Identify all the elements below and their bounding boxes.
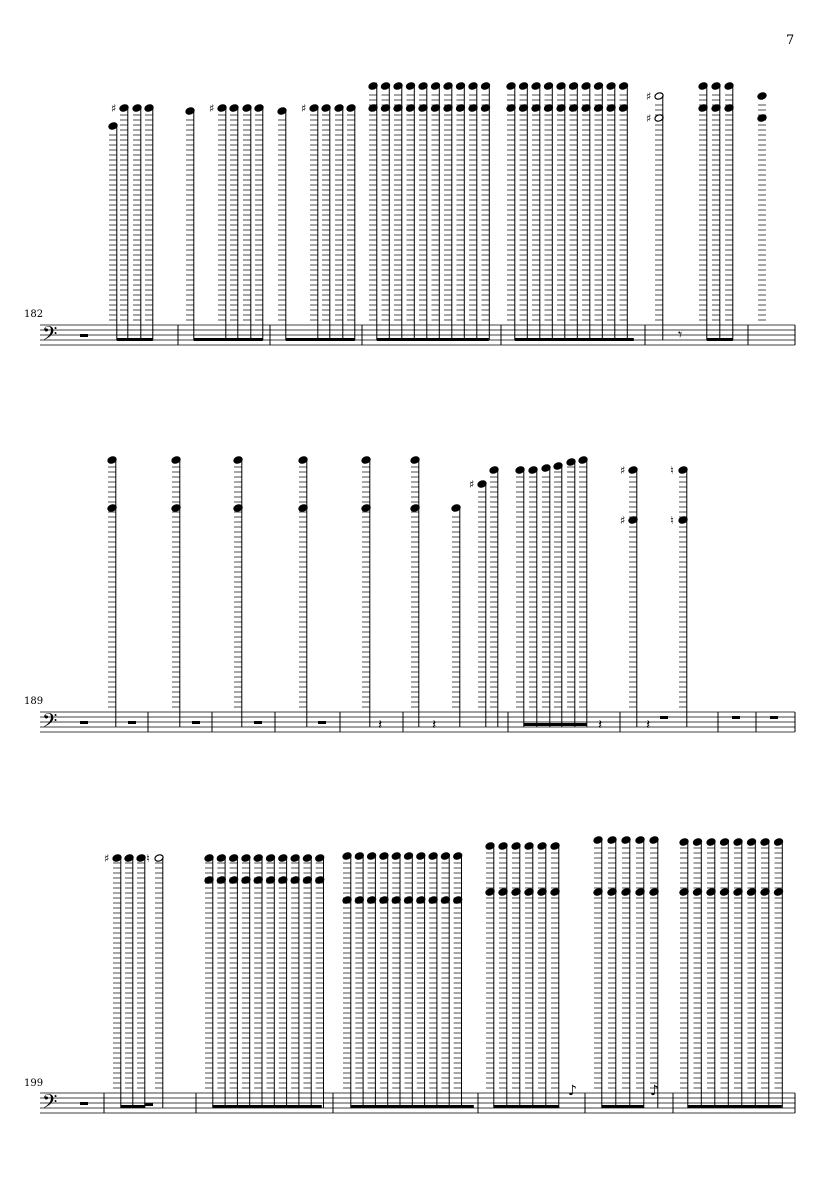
rest	[128, 721, 136, 724]
rest	[145, 1103, 153, 1106]
rest	[732, 716, 740, 719]
eighth-rest: 𝄾	[678, 325, 683, 344]
beam	[602, 1105, 644, 1108]
beam	[515, 338, 634, 341]
accidental: ♯	[620, 514, 626, 527]
quarter-rest: 𝄽	[432, 717, 437, 733]
beam	[494, 1105, 559, 1108]
eighth-flag: ♪	[568, 1083, 577, 1099]
accidental: ♯	[104, 852, 110, 865]
rest	[80, 1102, 88, 1105]
beam	[121, 1105, 145, 1108]
rest	[80, 334, 88, 337]
beam	[377, 338, 489, 341]
rest	[318, 721, 326, 724]
bass-clef: 𝄢	[42, 322, 58, 350]
accidental: ♯	[646, 90, 652, 103]
quarter-rest: 𝄽	[646, 717, 651, 733]
accidental: ♯	[209, 102, 215, 115]
rest	[192, 721, 200, 724]
beam	[351, 1105, 474, 1108]
accidental: ♯	[372, 80, 378, 93]
beam	[688, 1105, 782, 1108]
beam	[213, 1105, 322, 1108]
accidental: ♯	[469, 478, 475, 491]
measure-number-system-2: 189	[24, 696, 44, 707]
beam	[117, 338, 153, 341]
beam	[707, 338, 733, 341]
beam	[286, 338, 355, 341]
eighth-flag: ♪	[650, 1083, 659, 1099]
rest	[254, 721, 262, 724]
quarter-rest: 𝄽	[378, 717, 383, 733]
accidental: ♯	[620, 464, 626, 477]
rest	[770, 716, 778, 719]
beam	[524, 723, 587, 726]
accidental: ♯	[372, 102, 378, 115]
note-head	[757, 92, 767, 101]
bass-clef: 𝄢	[42, 1090, 58, 1118]
accidental: ♮	[670, 464, 674, 477]
accidental: ♯	[646, 112, 652, 125]
accidental: ♯	[111, 102, 117, 115]
quarter-rest: 𝄽	[598, 717, 603, 733]
rest	[80, 721, 88, 724]
rest	[660, 716, 668, 719]
measure-number-system-1: 182	[24, 309, 44, 320]
accidental: ♯	[301, 102, 307, 115]
accidental: ♮	[573, 80, 577, 93]
accidental: ♮	[573, 102, 577, 115]
bass-clef: 𝄢	[42, 709, 58, 737]
accidental: ♮	[670, 514, 674, 527]
accidental: ♮	[146, 852, 150, 865]
beam	[194, 338, 263, 341]
page-number: 7	[786, 33, 795, 48]
measure-number-system-3: 199	[24, 1078, 44, 1089]
